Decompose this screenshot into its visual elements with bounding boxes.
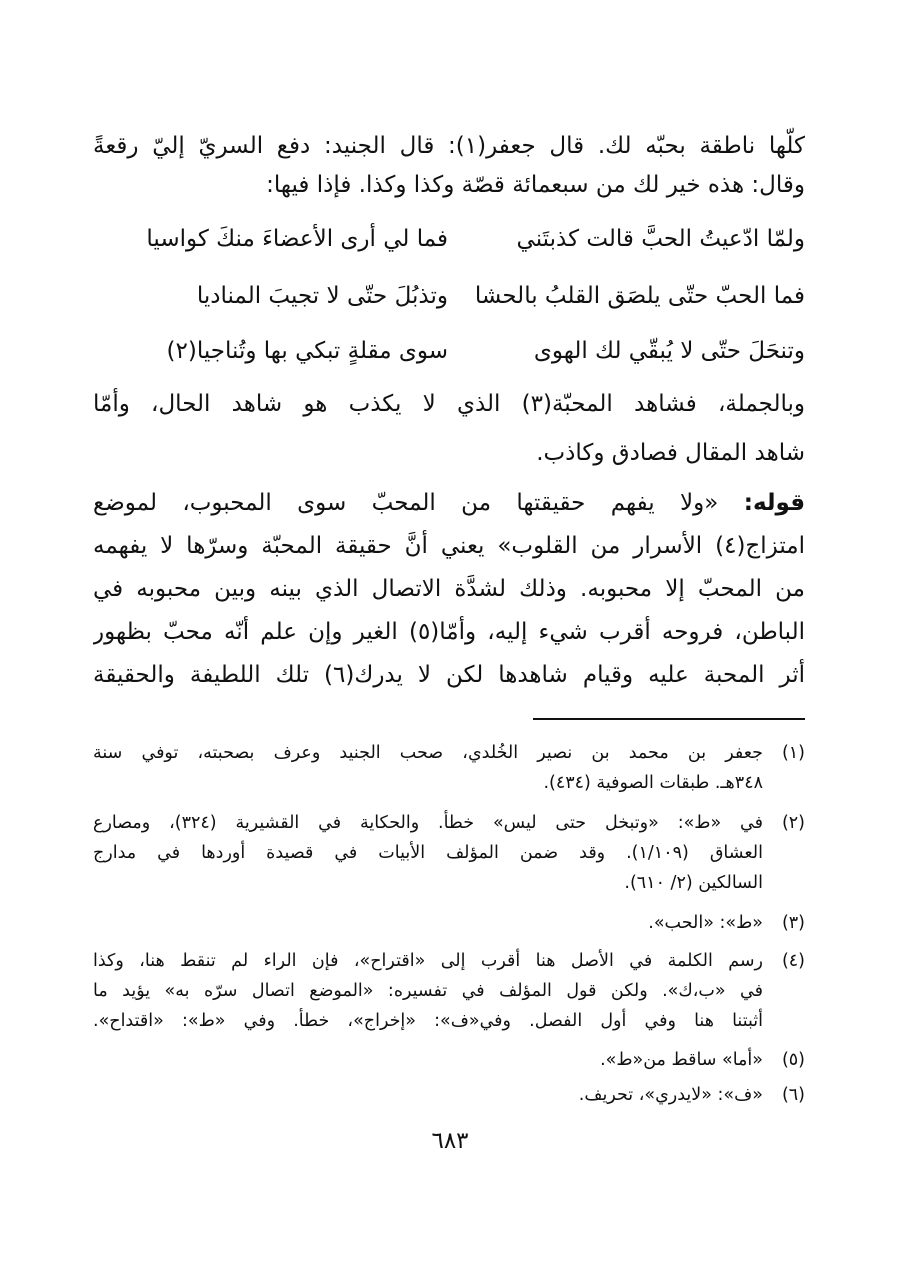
verse-3-first-hemistich: وتنحَلَ حتّى لا يُبقّي لك الهوى: [533, 338, 805, 364]
para3-line-2: امتزاج(٤) الأسرار من القلوب» يعني أنَّ حقيقة المحبّة وسرّها لا يفهمه: [93, 533, 805, 559]
para2-line-2: شاهد المقال فصادق وكاذب.: [536, 440, 805, 466]
footnote-line: جعفر بن محمد بن نصير الخُلدي، صحب الجنيد وعرف بصحبته، توفي سنة: [93, 743, 763, 763]
footnote-line: ٣٤٨هـ. طبقات الصوفية (٤٣٤).: [543, 773, 763, 793]
footnote-divider: [533, 718, 805, 720]
footnote-1: [93, 738, 805, 798]
page-number: ٦٨٣: [431, 1128, 469, 1154]
footnote-line: العشاق (١/١٠٩). وقد ضمن المؤلف الأبيات في قصيدة أوردها في مدارج: [93, 843, 763, 863]
body-line-1: كلّها ناطقة بحبّه لك. قال جعفر(١): قال الجنيد: دفع السريّ إليّ رقعةً: [93, 133, 805, 159]
footnote-number: (٢): [781, 813, 805, 833]
para2-line-1: وبالجملة، فشاهد المحبّة(٣) الذي لا يكذب هو شاهد الحال، وأمّا: [93, 391, 805, 417]
footnote-line: «ط»: «الحب».: [648, 913, 763, 933]
footnote-line: «ف»: «لايدري»، تحريف.: [578, 1085, 763, 1105]
footnote-number: (١): [781, 743, 805, 763]
footnote-line: في «ط»: «وتبخل حتى ليس» خطأ. والحكاية في القشيرية (٣٢٤)، ومصارع: [93, 813, 763, 833]
verse-2-second-hemistich: وتذبُلَ حتّى لا تجيبَ المناديا: [196, 283, 448, 309]
footnote-4: [93, 946, 805, 1036]
footnote-6: [93, 1080, 805, 1110]
footnote-line: «أما» ساقط من«ط».: [600, 1050, 763, 1070]
verse-2-first-hemistich: فما الحبّ حتّى يلصَق القلبُ بالحشا: [474, 283, 805, 309]
footnote-line: رسم الكلمة في الأصل هنا أقرب إلى «اقتراح»، فإن الراء لم تنقط هنا، وكذا: [93, 951, 763, 971]
verse-1-first-hemistich: ولمّا ادّعيتُ الحبَّ قالت كذبتَني: [516, 226, 805, 252]
footnote-number: (٣): [781, 913, 805, 933]
para3-line-3: من المحبّ إلا محبوبه. وذلك لشدَّة الاتصال الذي بينه وبين محبوبه في: [93, 576, 805, 602]
verse-1-second-hemistich: فما لي أرى الأعضاءَ منكَ كواسيا: [146, 226, 448, 252]
para3-line-1-text: «ولا يفهم حقيقتها من المحبّ سوى المحبوب، لموضع: [93, 490, 719, 516]
verse-3-second-hemistich: سوى مقلةٍ تبكي بها وتُناجيا(٢): [166, 338, 448, 364]
footnote-5: [93, 1045, 805, 1075]
para3-line-4: الباطن، فروحه أقرب شيء إليه، وأمّا(٥) الغير وإن علم أنّه محبّ بظهور: [93, 619, 805, 645]
body-line-2: وقال: هذه خير لك من سبعمائة قصّة وكذا وكذا. فإذا فيها:: [266, 172, 805, 198]
footnote-number: (٤): [781, 951, 805, 971]
para3-lead-word: قوله:: [743, 490, 805, 516]
footnote-number: (٦): [781, 1085, 805, 1105]
footnote-number: (٥): [781, 1050, 805, 1070]
footnote-2: [93, 808, 805, 898]
footnote-line: أثبتنا هنا وفي أول الفصل. وفي«ف»: «إخراج»، خطأ. وفي «ط»: «اقتداح».: [93, 1011, 763, 1031]
para3-line-5: أثر المحبة عليه وقيام شاهدها لكن لا يدرك(٦) تلك اللطيفة والحقيقة: [93, 662, 805, 688]
footnote-line: السالكين (٢/ ٦١٠).: [624, 873, 763, 893]
footnote-line: في «ب،ك». ولكن قول المؤلف في تفسيره: «الموضع اتصال سرّه به» يؤيد ما: [93, 981, 763, 1001]
footnote-3: [93, 908, 805, 938]
para3-line-1: [93, 484, 805, 522]
